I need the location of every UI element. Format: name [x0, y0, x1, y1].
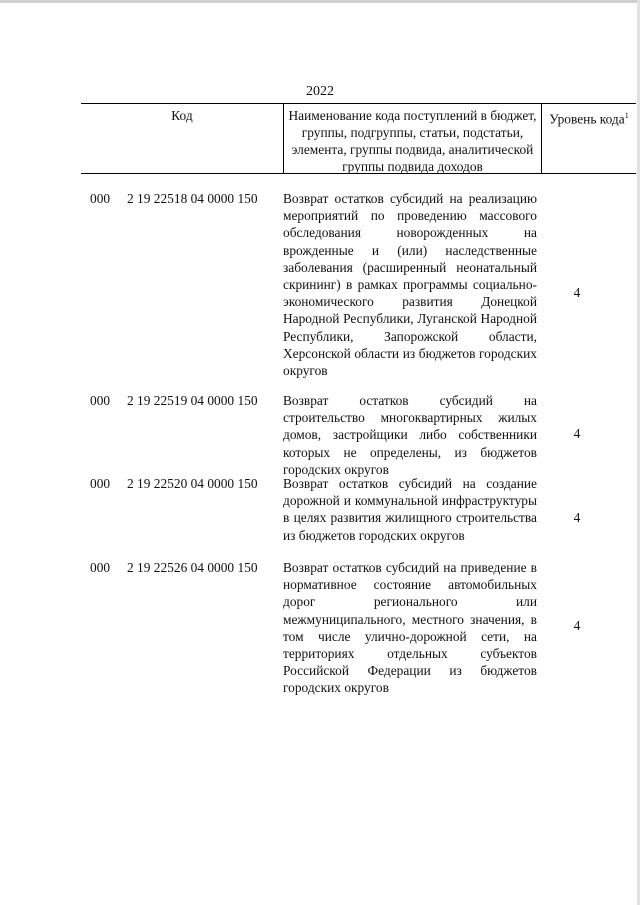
row-name: Возврат остатков субсидий на приведение в нормативное состояние автомобильных дорог регионального или межмуниципального, местного значения, в том числе улично-дорожной сети, на территориях отдельных субъектов Российской Федерации из бюджетов городских округов: [283, 560, 537, 696]
row-code: 2 19 22518 04 0000 150: [127, 191, 258, 206]
row-code: 2 19 22519 04 0000 150: [127, 393, 258, 408]
row-prefix: 000: [90, 476, 111, 491]
footnote-marker: 1: [624, 111, 629, 120]
row-code: 2 19 22520 04 0000 150: [127, 476, 258, 491]
header-level-label: Уровень кода: [549, 111, 625, 127]
header-name: Наименование кода поступлений в бюджет, группы, подгруппы, статьи, подстатьи, элемента, группы подвида, аналитической группы подвида доходов: [288, 108, 537, 174]
table-header: [81, 103, 636, 174]
row-name: Возврат остатков субсидий на создание дорожной и коммунальной инфраструктуры в целях развития жилищного строительства из бюджетов городских округов: [283, 476, 537, 543]
row-level: 4: [573, 426, 581, 441]
row-prefix: 000: [90, 393, 111, 408]
page-edge-top: [0, 0, 640, 3]
row-name: Возврат остатков субсидий на реализацию мероприятий по проведению массового обследования новорожденных на врожденные и (или) наследственные заболевания (расширенный неонатальный скрининг) в рамках программы социально-экономического развития Донецкой Народной Республики, Луганской Народной Республики, Запорожской области, Херсонской области из бюджетов городских округов: [283, 191, 537, 379]
page-number: 2022: [306, 84, 334, 99]
row-level: 4: [573, 510, 581, 525]
header-level: [542, 107, 636, 127]
row-name: Возврат остатков субсидий на строительство многоквартирных жилых домов, застройщики либо собственники которых не определены, из бюджетов городских округов: [283, 393, 537, 477]
row-prefix: 000: [90, 191, 111, 206]
row-code: 2 19 22526 04 0000 150: [127, 560, 258, 575]
row-prefix: 000: [90, 560, 111, 575]
row-level: 4: [573, 618, 581, 633]
row-level: 4: [573, 285, 581, 300]
header-code: Код: [171, 108, 193, 123]
